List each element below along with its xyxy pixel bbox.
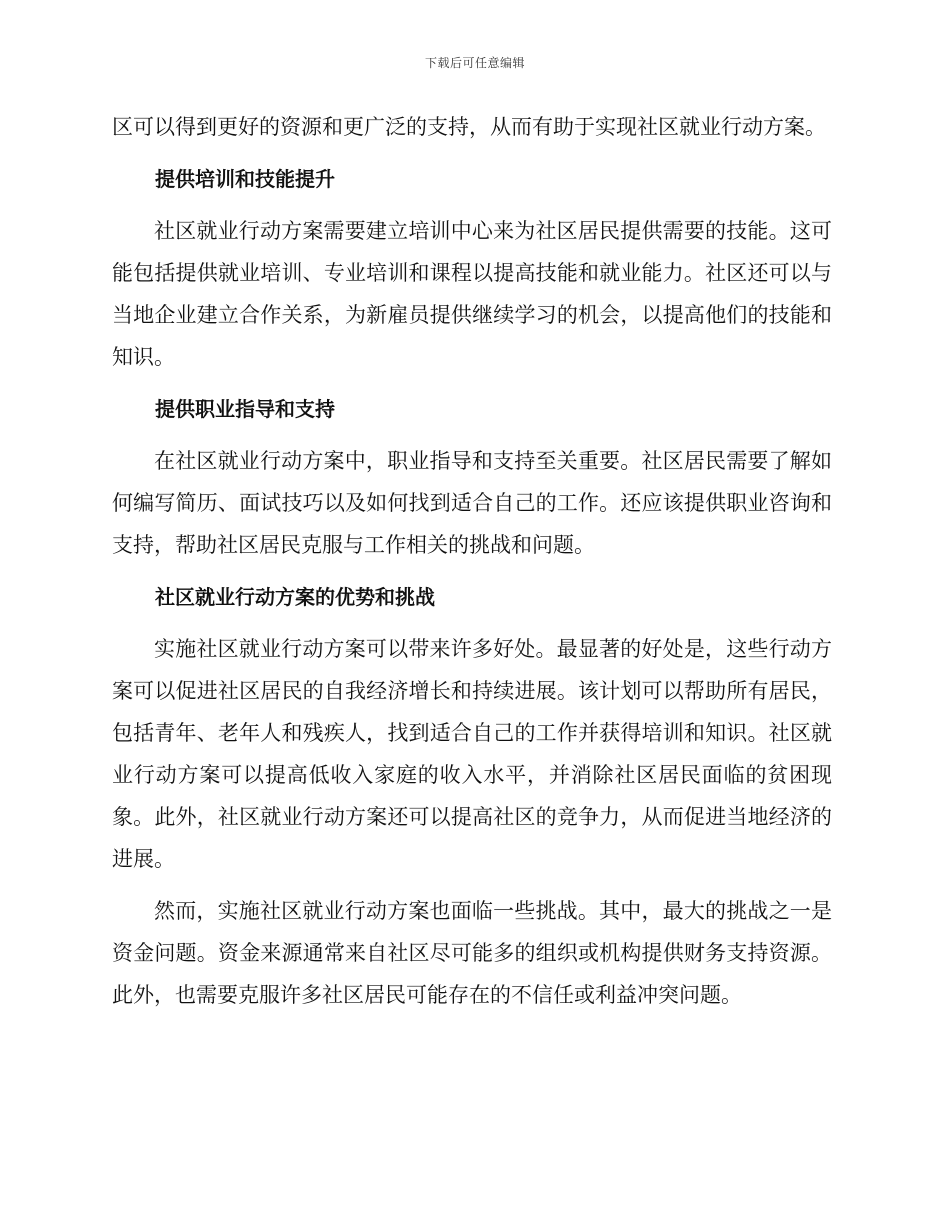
page-header: 下载后可任意编辑 (424, 56, 525, 70)
document-body (112, 106, 832, 1026)
paragraph-career-guidance: 在社区就业行动方案中，职业指导和支持至关重要。社区居民需要了解如何编写简历、面试技巧以及如何找到适合自己的工作。还应该提供职业咨询和支持，帮助社区居民克服与工作相关的挑战和问题。 (112, 449, 832, 557)
paragraph-advantages: 实施社区就业行动方案可以带来许多好处。最显著的好处是，这些行动方案可以促进社区居民的自我经济增长和持续进展。该计划可以帮助所有居民，包括青年、老年人和残疾人，找到适合自己的工作并获得培训和知识。社区就业行动方案可以提高低收入家庭的收入水平，并消除社区居民面临的贫困现象。此外，社区就业行动方案还可以提高社区的竞争力，从而促进当地经济的进展。 (112, 637, 832, 871)
section-heading-training: 提供培训和技能提升 (155, 167, 335, 191)
paragraph-challenges: 然而，实施社区就业行动方案也面临一些挑战。其中，最大的挑战之一是资金问题。资金来源通常来自社区尽可能多的组织或机构提供财务支持资源。此外，也需要克服许多社区居民可能存在的不信任或利益冲突问题。 (112, 899, 832, 1007)
paragraph-training: 社区就业行动方案需要建立培训中心来为社区居民提供需要的技能。这可能包括提供就业培训、专业培训和课程以提高技能和就业能力。社区还可以与当地企业建立合作关系，为新雇员提供继续学习的机会，以提高他们的技能和知识。 (112, 219, 832, 369)
section-heading-career-guidance: 提供职业指导和支持 (155, 397, 335, 421)
section-heading-advantages-challenges: 社区就业行动方案的优势和挑战 (155, 585, 435, 609)
paragraph-continuation: 区可以得到更好的资源和更广泛的支持，从而有助于实现社区就业行动方案。 (112, 115, 826, 139)
